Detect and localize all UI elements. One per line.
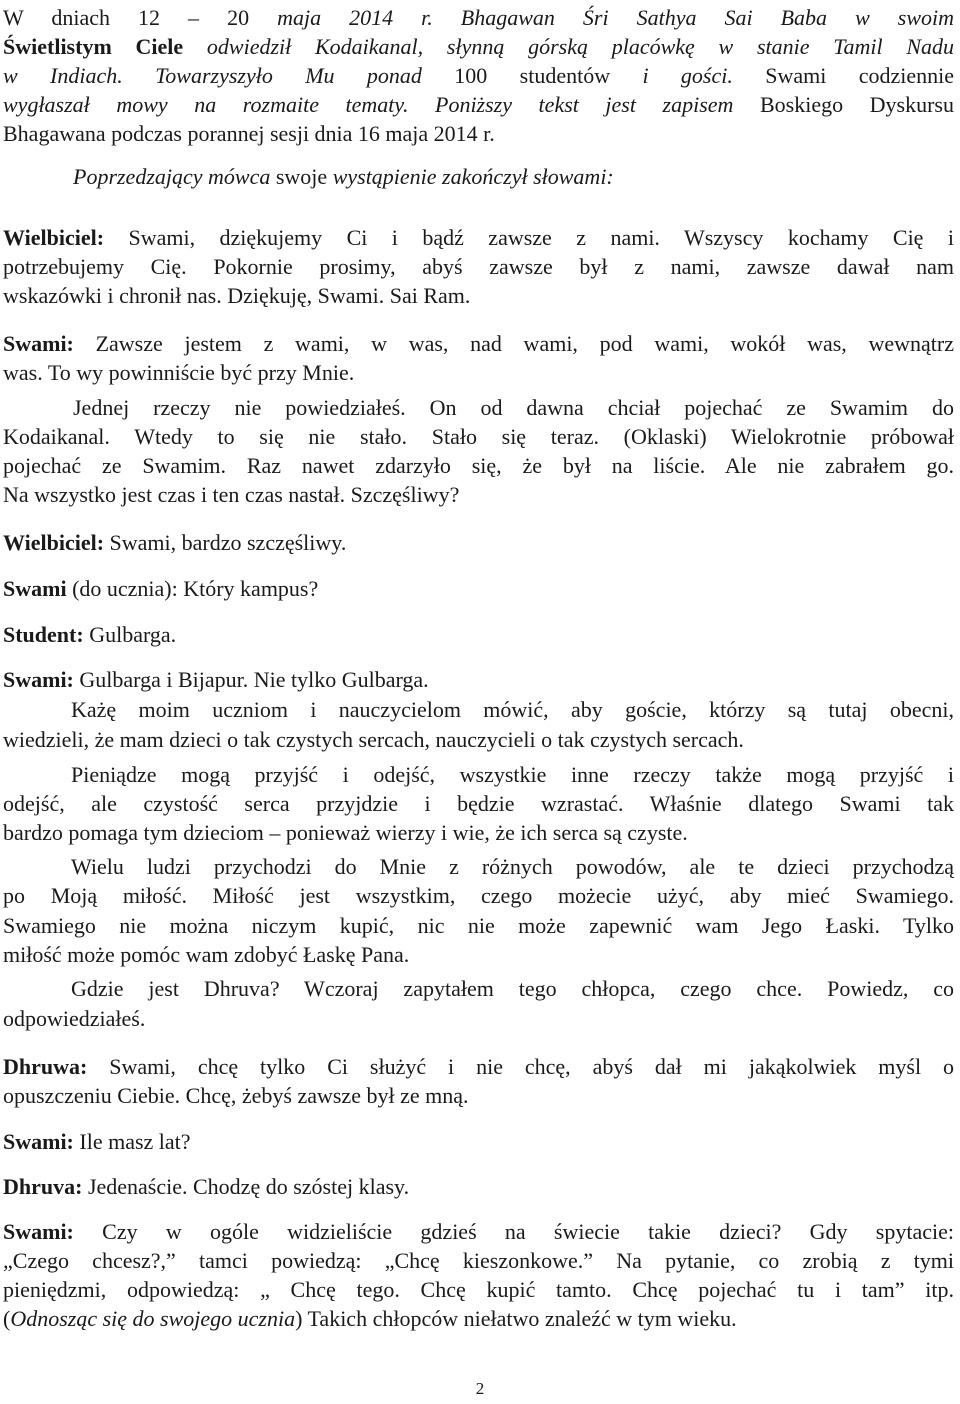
speaker-label: Swami:: [3, 667, 74, 692]
text-run: Jednej rzeczy nie powiedziałeś. On od dawna chciał pojechać ze Swamim do: [73, 395, 954, 420]
text-line: [71, 696, 954, 723]
text-line: [3, 452, 954, 479]
text-line: [3, 819, 954, 846]
text-run: was. To wy powinniście być przy Mnie.: [3, 360, 355, 385]
text-run: wskazówki i chronił nas. Dziękuję, Swami. Sai Ram.: [3, 283, 471, 308]
text-run: (: [3, 1306, 11, 1331]
text-line: [3, 575, 954, 602]
text-run: 100 studentów: [454, 63, 611, 88]
text-run: pieniędzmi, odpowiedzą: „ Chcę tego. Chcę kupić tamto. Chcę pojechać tu i tam” itp.: [3, 1277, 954, 1302]
text-run: Boskiego Dyskursu: [759, 92, 954, 117]
text-run: Gulbarga.: [83, 622, 177, 647]
text-run: odwiedził Kodaikanal, słynną górską placówkę w stanie Tamil Nadu: [183, 34, 954, 59]
speaker-label: Swami: [3, 576, 67, 601]
speaker-label: Dhruva:: [3, 1174, 83, 1199]
text-line: [3, 726, 954, 753]
text-run: Ile masz lat?: [73, 1129, 191, 1154]
text-line: [3, 91, 954, 118]
text-line: [3, 1053, 954, 1080]
text-line: [3, 1247, 954, 1274]
text-run: pojechać ze Swamim. Raz nawet zdarzyło się, że był na liście. Ale nie zabrałem go.: [3, 453, 954, 478]
text-run: Swami, dziękujemy Ci i bądź zawsze z nami. Wszyscy kochamy Cię i: [104, 225, 954, 250]
speaker-label: Wielbiciel:: [3, 530, 105, 555]
text-line: [3, 1305, 954, 1332]
text-line: [3, 882, 954, 909]
text-run: po Moją miłość. Miłość jest wszystkim, czego możecie użyć, aby mieć Swamiego.: [3, 883, 954, 908]
text-line: [71, 853, 954, 880]
text-run: Swamiego nie można niczym kupić, nic nie może zapewnić wam Jego Łaski. Tylko: [3, 913, 954, 938]
text-line: [3, 481, 954, 508]
text-run: Czy w ogóle widzieliście gdzieś na świecie takie dzieci? Gdy spytacie:: [73, 1219, 954, 1244]
text-line: [3, 33, 954, 60]
text-run: Odnosząc się do swojego ucznia: [10, 1306, 296, 1331]
text-run: i gości.: [610, 63, 766, 88]
page-number: 2: [475, 1379, 485, 1398]
text-line: [3, 423, 954, 450]
text-line: [3, 1128, 954, 1155]
text-line: [3, 666, 954, 693]
text-line: [3, 62, 954, 89]
text-run: Swami, bardzo szczęśliwy.: [104, 530, 347, 555]
text-run: (do ucznia): Który kampus?: [66, 576, 319, 601]
text-line: [3, 1173, 954, 1200]
text-run: Poprzedzający mówca: [73, 164, 276, 189]
speaker-label: Dhruwa:: [3, 1054, 88, 1079]
text-line: [3, 529, 954, 556]
text-line: [3, 4, 954, 31]
text-line: [3, 790, 954, 817]
text-line: [3, 1218, 954, 1245]
text-run: Na wszystko jest czas i ten czas nastał. Szczęśliwy?: [3, 482, 460, 507]
text-line: [71, 975, 954, 1002]
text-run: Pieniądze mogą przyjść i odejść, wszystkie inne rzeczy także mogą przyjść i: [71, 762, 954, 787]
text-line: [3, 120, 954, 147]
text-line: [3, 1276, 954, 1303]
text-run: wiedzieli, że mam dzieci o tak czystych sercach, nauczycieli o tak czystych sercach.: [3, 727, 744, 752]
text-line: [3, 1005, 954, 1032]
text-line: [3, 941, 954, 968]
speaker-label: Swami:: [3, 1129, 74, 1154]
text-run: „Czego chcesz?,” tamci powiedzą: „Chcę kieszonkowe.” Na pytanie, co zrobią z tymi: [3, 1248, 954, 1273]
text-line: [73, 394, 954, 421]
text-run: Jedenaście. Chodzę do szóstej klasy.: [82, 1174, 410, 1199]
text-run: wygłaszał mowy na rozmaite tematy. Poniższy tekst jest zapisem: [3, 92, 760, 117]
speaker-label: Student:: [3, 622, 84, 647]
text-run: Zawsze jestem z wami, w was, nad wami, pod wami, wokół was, wewnątrz: [73, 331, 954, 356]
text-run: Swami codziennie: [765, 63, 954, 88]
text-run: W dniach 12 – 20: [3, 5, 278, 30]
text-run: ) Takich chłopców niełatwo znaleźć w tym wieku.: [295, 1306, 737, 1331]
text-run: Swami, chcę tylko Ci służyć i nie chcę, abyś dał mi jakąkolwiek myśl o: [87, 1054, 954, 1079]
text-run: w Indiach. Towarzyszyło Mu ponad: [3, 63, 455, 88]
text-run: potrzebujemy Cię. Pokornie prosimy, abyś zawsze był z nami, zawsze dawał nam: [3, 254, 954, 279]
text-line: [3, 1082, 954, 1109]
speaker-label: Swami:: [3, 1219, 74, 1244]
text-line: [73, 163, 956, 190]
text-line: [3, 330, 954, 357]
text-line: [3, 253, 954, 280]
text-run: Każę moim uczniom i nauczycielom mówić, aby goście, którzy są tutaj obecni,: [71, 697, 954, 722]
text-line: [3, 282, 954, 309]
text-run: odpowiedziałeś.: [3, 1006, 146, 1031]
text-line: [3, 224, 954, 251]
text-run: wystąpienie zakończył słowami:: [327, 164, 614, 189]
text-run: Wielu ludzi przychodzi do Mnie z różnych powodów, ale te dzieci przychodzą: [71, 854, 954, 879]
text-run: bardzo pomaga tym dzieciom – ponieważ wierzy i wie, że ich serca są czyste.: [3, 820, 688, 845]
text-run: opuszczeniu Ciebie. Chcę, żebyś zawsze był ze mną.: [3, 1083, 469, 1108]
text-line: [3, 359, 954, 386]
text-run: swoje: [275, 164, 328, 189]
speaker-label: Wielbiciel:: [3, 225, 105, 250]
text-run: Gulbarga i Bijapur. Nie tylko Gulbarga.: [73, 667, 429, 692]
text-run: Bhagawana podczas porannej sesji dnia 16 maja 2014 r.: [3, 121, 495, 146]
text-run: Kodaikanal. Wtedy to się nie stało. Stało się teraz. (Oklaski) Wielokrotnie próbował: [3, 424, 954, 449]
speaker-label: Swami:: [3, 331, 74, 356]
text-line: [3, 621, 954, 648]
speaker-label: Świetlistym Ciele: [3, 34, 184, 59]
text-run: Gdzie jest Dhruva? Wczoraj zapytałem tego chłopca, czego chce. Powiedz, co: [71, 976, 954, 1001]
text-line: [71, 761, 954, 788]
text-run: maja 2014 r. Bhagawan Śri Sathya Sai Baba w swoim: [277, 5, 954, 30]
text-line: [3, 912, 954, 939]
text-run: odejść, ale czystość serca przyjdzie i będzie wzrastać. Właśnie dlatego Swami tak: [3, 791, 954, 816]
text-run: miłość może pomóc wam zdobyć Łaskę Pana.: [3, 942, 410, 967]
